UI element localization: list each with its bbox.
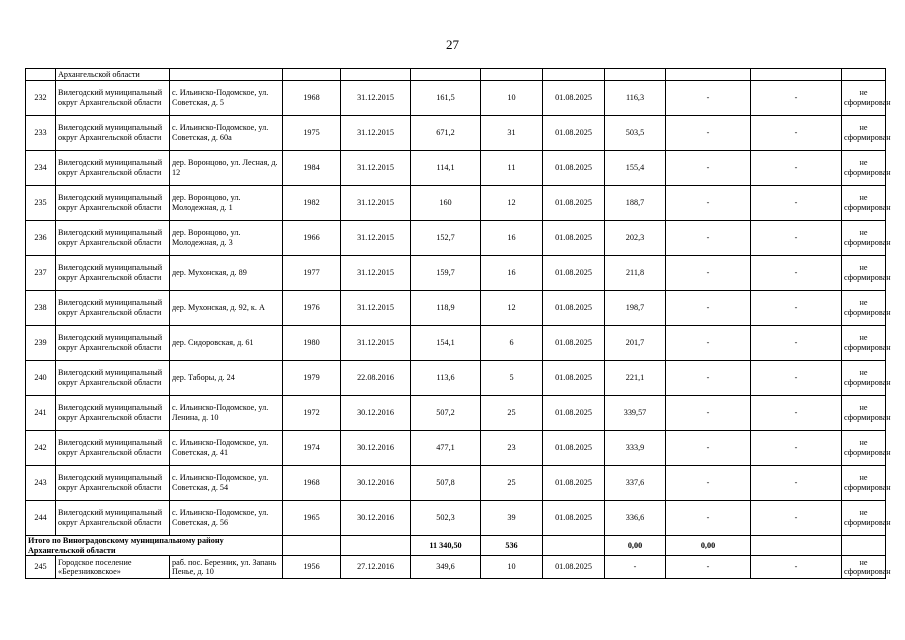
cell-date: 31.12.2015 — [341, 221, 411, 256]
cell-status: не сформирован — [842, 151, 886, 186]
table-row — [26, 186, 886, 221]
total-area2: 0,00 — [605, 536, 666, 556]
cell-status — [842, 69, 886, 81]
cell-date: 31.12.2015 — [341, 326, 411, 361]
cell-plan-date: 01.08.2025 — [543, 151, 605, 186]
cell-municipality: Вилегодский муниципальный округ Архангельской области — [56, 151, 170, 186]
cell-c12: - — [751, 361, 842, 396]
cell-c12: - — [751, 556, 842, 579]
cell-municipality: Вилегодский муниципальный округ Архангельской области — [56, 186, 170, 221]
table-row — [26, 151, 886, 186]
cell-residents: 10 — [481, 81, 543, 116]
cell-no: 243 — [26, 466, 56, 501]
cell-area2: - — [605, 556, 666, 579]
cell-year: 1968 — [283, 81, 341, 116]
total-area: 11 340,50 — [411, 536, 481, 556]
cell-municipality: Вилегодский муниципальный округ Архангельской области — [56, 361, 170, 396]
total-row — [26, 536, 886, 556]
cell-address: дер. Таборы, д. 24 — [170, 361, 283, 396]
cell-c12: - — [751, 151, 842, 186]
cell-status: не сформирован — [842, 556, 886, 579]
cell-status: не сформирован — [842, 396, 886, 431]
total-year — [283, 536, 341, 556]
total-status — [842, 536, 886, 556]
cell-c11: - — [666, 256, 751, 291]
cell-municipality: Вилегодский муниципальный округ Архангельской области — [56, 431, 170, 466]
cell-c11: - — [666, 361, 751, 396]
cell-residents: 39 — [481, 501, 543, 536]
cell-municipality: Вилегодский муниципальный округ Архангельской области — [56, 326, 170, 361]
cell-c12: - — [751, 291, 842, 326]
cell-no: 241 — [26, 396, 56, 431]
cell-no: 232 — [26, 81, 56, 116]
cell-c12 — [751, 69, 842, 81]
cell-area: 671,2 — [411, 116, 481, 151]
cell-plan-date: 01.08.2025 — [543, 361, 605, 396]
cell-c12: - — [751, 81, 842, 116]
total-residents: 536 — [481, 536, 543, 556]
cell-year: 1972 — [283, 396, 341, 431]
cell-date: 31.12.2015 — [341, 186, 411, 221]
cell-address: с. Ильинско-Подомское, ул. Ленина, д. 10 — [170, 396, 283, 431]
cell-c11: - — [666, 326, 751, 361]
cell-status: не сформирован — [842, 221, 886, 256]
cell-year: 1966 — [283, 221, 341, 256]
total-c12 — [751, 536, 842, 556]
cell-status: не сформирован — [842, 186, 886, 221]
cell-area2: 201,7 — [605, 326, 666, 361]
cell-residents: 10 — [481, 556, 543, 579]
cell-year: 1980 — [283, 326, 341, 361]
cell-area2: 337,6 — [605, 466, 666, 501]
cell-plan-date: 01.08.2025 — [543, 186, 605, 221]
cell-area: 502,3 — [411, 501, 481, 536]
cell-municipality: Вилегодский муниципальный округ Архангельской области — [56, 466, 170, 501]
cell-c11: - — [666, 291, 751, 326]
table-body — [26, 69, 891, 579]
cell-c11: - — [666, 186, 751, 221]
cell-address — [170, 69, 283, 81]
cell-date: 31.12.2015 — [341, 81, 411, 116]
table-row — [26, 556, 886, 579]
cell-c12: - — [751, 221, 842, 256]
cell-area: 507,2 — [411, 396, 481, 431]
cell-date: 30.12.2016 — [341, 431, 411, 466]
cell-area: 114,1 — [411, 151, 481, 186]
cell-address: с. Ильинско-Подомское, ул. Советская, д. 56 — [170, 501, 283, 536]
table-row — [26, 221, 886, 256]
cell-residents: 11 — [481, 151, 543, 186]
cell-date: 31.12.2015 — [341, 116, 411, 151]
table-row — [26, 326, 886, 361]
cell-no: 242 — [26, 431, 56, 466]
cell-area — [411, 69, 481, 81]
cell-no: 233 — [26, 116, 56, 151]
cell-year: 1965 — [283, 501, 341, 536]
cell-municipality: Архангельской области — [56, 69, 170, 81]
cell-date: 30.12.2016 — [341, 396, 411, 431]
cell-residents: 12 — [481, 186, 543, 221]
cell-residents: 23 — [481, 431, 543, 466]
cell-area: 152,7 — [411, 221, 481, 256]
cell-date: 30.12.2016 — [341, 466, 411, 501]
cell-date — [341, 69, 411, 81]
cell-date: 31.12.2015 — [341, 256, 411, 291]
cell-plan-date — [543, 69, 605, 81]
cell-address: дер. Мухонская, д. 92, к. А — [170, 291, 283, 326]
cell-c11: - — [666, 116, 751, 151]
cell-area2 — [605, 69, 666, 81]
continuation-row — [26, 69, 886, 81]
cell-address: дер. Воронцово, ул. Молодежная, д. 3 — [170, 221, 283, 256]
cell-status: не сформирован — [842, 291, 886, 326]
cell-area2: 202,3 — [605, 221, 666, 256]
cell-address: с. Ильинско-Подомское, ул. Советская, д. 41 — [170, 431, 283, 466]
cell-no: 234 — [26, 151, 56, 186]
total-label: Итого по Виноградовскому муниципальному району Архангельской области — [26, 536, 283, 556]
table-row — [26, 81, 886, 116]
cell-municipality: Вилегодский муниципальный округ Архангельской области — [56, 501, 170, 536]
cell-status: не сформирован — [842, 81, 886, 116]
cell-plan-date: 01.08.2025 — [543, 116, 605, 151]
cell-c11: - — [666, 501, 751, 536]
cell-area2: 221,1 — [605, 361, 666, 396]
cell-residents: 31 — [481, 116, 543, 151]
cell-no: 236 — [26, 221, 56, 256]
cell-status: не сформирован — [842, 256, 886, 291]
cell-plan-date: 01.08.2025 — [543, 256, 605, 291]
cell-status: не сформирован — [842, 466, 886, 501]
cell-plan-date: 01.08.2025 — [543, 431, 605, 466]
cell-municipality: Городское поселение «Березниковское» — [56, 556, 170, 579]
cell-area2: 188,7 — [605, 186, 666, 221]
cell-municipality: Вилегодский муниципальный округ Архангельской области — [56, 116, 170, 151]
cell-status: не сформирован — [842, 326, 886, 361]
table-row — [26, 116, 886, 151]
cell-area2: 336,6 — [605, 501, 666, 536]
cell-plan-date: 01.08.2025 — [543, 326, 605, 361]
cell-area2: 339,57 — [605, 396, 666, 431]
cell-year: 1977 — [283, 256, 341, 291]
cell-address: с. Ильинско-Подомское, ул. Советская, д. 60а — [170, 116, 283, 151]
housing-register-table — [25, 68, 891, 579]
cell-plan-date: 01.08.2025 — [543, 396, 605, 431]
cell-year: 1968 — [283, 466, 341, 501]
cell-c11: - — [666, 151, 751, 186]
cell-address: с. Ильинско-Подомское, ул. Советская, д. 54 — [170, 466, 283, 501]
cell-year: 1984 — [283, 151, 341, 186]
cell-area2: 333,9 — [605, 431, 666, 466]
cell-no: 239 — [26, 326, 56, 361]
cell-residents: 5 — [481, 361, 543, 396]
cell-year: 1974 — [283, 431, 341, 466]
table-row — [26, 396, 886, 431]
cell-municipality: Вилегодский муниципальный округ Архангельской области — [56, 291, 170, 326]
cell-c11: - — [666, 81, 751, 116]
cell-residents: 12 — [481, 291, 543, 326]
cell-address: дер. Воронцово, ул. Молодежная, д. 1 — [170, 186, 283, 221]
cell-year: 1982 — [283, 186, 341, 221]
total-plan-date — [543, 536, 605, 556]
cell-c11: - — [666, 556, 751, 579]
cell-area2: 503,5 — [605, 116, 666, 151]
cell-plan-date: 01.08.2025 — [543, 291, 605, 326]
cell-date: 27.12.2016 — [341, 556, 411, 579]
cell-residents: 16 — [481, 221, 543, 256]
cell-municipality: Вилегодский муниципальный округ Архангельской области — [56, 221, 170, 256]
cell-status: не сформирован — [842, 501, 886, 536]
cell-residents: 16 — [481, 256, 543, 291]
cell-c11 — [666, 69, 751, 81]
cell-area2: 198,7 — [605, 291, 666, 326]
cell-c12: - — [751, 431, 842, 466]
cell-year: 1975 — [283, 116, 341, 151]
cell-no: 245 — [26, 556, 56, 579]
cell-area2: 211,8 — [605, 256, 666, 291]
cell-residents: 25 — [481, 466, 543, 501]
cell-c11: - — [666, 396, 751, 431]
table-row — [26, 256, 886, 291]
cell-area: 507,8 — [411, 466, 481, 501]
cell-area: 118,9 — [411, 291, 481, 326]
cell-area: 159,7 — [411, 256, 481, 291]
cell-area2: 116,3 — [605, 81, 666, 116]
cell-no: 235 — [26, 186, 56, 221]
total-date — [341, 536, 411, 556]
cell-municipality: Вилегодский муниципальный округ Архангельской области — [56, 396, 170, 431]
cell-no — [26, 69, 56, 81]
cell-plan-date: 01.08.2025 — [543, 556, 605, 579]
cell-c12: - — [751, 326, 842, 361]
table-row — [26, 361, 886, 396]
cell-no: 244 — [26, 501, 56, 536]
cell-plan-date: 01.08.2025 — [543, 501, 605, 536]
table-row — [26, 431, 886, 466]
cell-date: 22.08.2016 — [341, 361, 411, 396]
cell-date: 30.12.2016 — [341, 501, 411, 536]
cell-no: 237 — [26, 256, 56, 291]
cell-area: 477,1 — [411, 431, 481, 466]
cell-year: 1979 — [283, 361, 341, 396]
cell-c12: - — [751, 256, 842, 291]
cell-area: 349,6 — [411, 556, 481, 579]
cell-plan-date: 01.08.2025 — [543, 221, 605, 256]
cell-address: раб. пос. Березник, ул. Запань Пенье, д. 10 — [170, 556, 283, 579]
cell-no: 238 — [26, 291, 56, 326]
table-row — [26, 466, 886, 501]
cell-status: не сформирован — [842, 116, 886, 151]
cell-address: дер. Мухонская, д. 89 — [170, 256, 283, 291]
cell-year — [283, 69, 341, 81]
cell-date: 31.12.2015 — [341, 151, 411, 186]
cell-residents — [481, 69, 543, 81]
cell-year: 1976 — [283, 291, 341, 326]
cell-residents: 25 — [481, 396, 543, 431]
cell-c12: - — [751, 501, 842, 536]
cell-area2: 155,4 — [605, 151, 666, 186]
cell-year: 1956 — [283, 556, 341, 579]
cell-municipality: Вилегодский муниципальный округ Архангельской области — [56, 256, 170, 291]
cell-address: с. Ильинско-Подомское, ул. Советская, д. 5 — [170, 81, 283, 116]
cell-plan-date: 01.08.2025 — [543, 466, 605, 501]
cell-no: 240 — [26, 361, 56, 396]
cell-c12: - — [751, 466, 842, 501]
cell-area: 160 — [411, 186, 481, 221]
cell-plan-date: 01.08.2025 — [543, 81, 605, 116]
cell-date: 31.12.2015 — [341, 291, 411, 326]
table-row — [26, 501, 886, 536]
cell-area: 154,1 — [411, 326, 481, 361]
cell-address: дер. Воронцово, ул. Лесная, д. 12 — [170, 151, 283, 186]
cell-status: не сформирован — [842, 361, 886, 396]
total-c11: 0,00 — [666, 536, 751, 556]
cell-status: не сформирован — [842, 431, 886, 466]
cell-c11: - — [666, 221, 751, 256]
cell-c12: - — [751, 186, 842, 221]
cell-c12: - — [751, 116, 842, 151]
table-row — [26, 291, 886, 326]
cell-municipality: Вилегодский муниципальный округ Архангельской области — [56, 81, 170, 116]
cell-c11: - — [666, 466, 751, 501]
cell-area: 161,5 — [411, 81, 481, 116]
page-number: 27 — [446, 37, 459, 52]
cell-address: дер. Сидоровская, д. 61 — [170, 326, 283, 361]
cell-area: 113,6 — [411, 361, 481, 396]
cell-c11: - — [666, 431, 751, 466]
cell-c12: - — [751, 396, 842, 431]
cell-residents: 6 — [481, 326, 543, 361]
